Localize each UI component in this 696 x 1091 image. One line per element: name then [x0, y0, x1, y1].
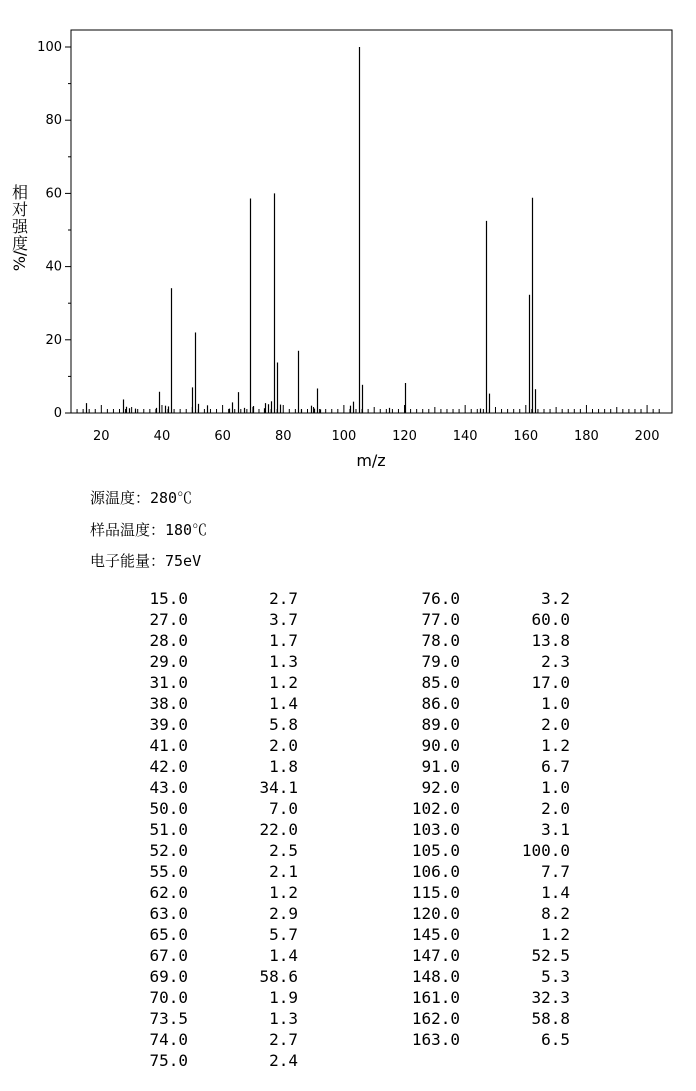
mz-value: 103.0 [411, 820, 460, 839]
mz-value: 92.0 [421, 778, 460, 797]
intensity-value: 22.0 [259, 820, 298, 839]
intensity-value: 1.0 [541, 778, 570, 797]
intensity-value: 2.0 [269, 736, 298, 755]
intensity-value: 1.9 [269, 988, 298, 1007]
peak-row [140, 924, 310, 945]
mz-value: 74.0 [149, 1030, 188, 1049]
plot-frame [71, 30, 672, 413]
mz-value: 162.0 [411, 1009, 460, 1028]
intensity-value: 3.1 [541, 820, 570, 839]
mz-value: 102.0 [411, 799, 460, 818]
x-tick-label: 180 [574, 429, 599, 444]
mz-value: 67.0 [149, 946, 188, 965]
x-tick-label: 60 [214, 429, 231, 444]
intensity-value: 2.9 [269, 904, 298, 923]
mz-value: 76.0 [421, 589, 460, 608]
peak-row [140, 966, 310, 987]
mz-value: 79.0 [421, 652, 460, 671]
peak-row [140, 714, 310, 735]
peak-row [140, 903, 310, 924]
mz-value: 86.0 [421, 694, 460, 713]
peak-row [140, 756, 310, 777]
peak-row [140, 945, 310, 966]
mz-value: 75.0 [149, 1051, 188, 1070]
y-tick-label: 60 [45, 186, 62, 202]
peak-row [400, 861, 580, 882]
mz-value: 51.0 [149, 820, 188, 839]
peak-row [400, 1029, 580, 1050]
intensity-value: 2.1 [269, 862, 298, 881]
mz-value: 148.0 [411, 967, 460, 986]
mz-value: 27.0 [149, 610, 188, 629]
x-tick-label: 120 [392, 429, 417, 444]
intensity-value: 1.4 [269, 946, 298, 965]
intensity-value: 2.4 [269, 1051, 298, 1070]
intensity-value: 2.0 [541, 715, 570, 734]
intensity-value: 1.2 [269, 883, 298, 902]
y-axis-label-char: 度 [11, 234, 29, 253]
x-tick-label: 100 [331, 429, 357, 444]
peak-row [400, 651, 580, 672]
peak-row [400, 735, 580, 756]
peak-row [400, 672, 580, 693]
peak-row [400, 924, 580, 945]
y-axis-label-char: 相 [11, 183, 29, 202]
intensity-value: 58.8 [531, 1009, 570, 1028]
peak-row [140, 1029, 310, 1050]
mz-value: 120.0 [411, 904, 460, 923]
peak-row [400, 945, 580, 966]
peak-row [400, 714, 580, 735]
intensity-value: 7.0 [269, 799, 298, 818]
intensity-value: 2.7 [269, 589, 298, 608]
intensity-value: 5.8 [269, 715, 298, 734]
intensity-value: 1.3 [269, 1009, 298, 1028]
mz-value: 91.0 [421, 757, 460, 776]
intensity-value: 5.7 [269, 925, 298, 944]
peak-row [140, 987, 310, 1008]
intensity-value: 32.3 [531, 988, 570, 1007]
x-tick-label: 20 [93, 429, 110, 444]
peak-row [140, 777, 310, 798]
mz-value: 50.0 [149, 799, 188, 818]
y-tick-label: 20 [45, 332, 62, 348]
intensity-value: 1.2 [541, 925, 570, 944]
intensity-value: 2.0 [541, 799, 570, 818]
electron-energy: 电子能量：75eV [90, 552, 202, 570]
mz-value: 42.0 [149, 757, 188, 776]
peak-row [400, 903, 580, 924]
intensity-value: 60.0 [531, 610, 570, 629]
peak-row [140, 861, 310, 882]
intensity-value: 6.7 [541, 757, 570, 776]
peak-row [400, 777, 580, 798]
mz-value: 163.0 [411, 1030, 460, 1049]
peak-row [140, 735, 310, 756]
mz-value: 89.0 [421, 715, 460, 734]
intensity-value: 2.7 [269, 1030, 298, 1049]
intensity-value: 2.5 [269, 841, 298, 860]
peak-row [400, 798, 580, 819]
peak-row [140, 798, 310, 819]
intensity-value: 3.2 [541, 589, 570, 608]
mz-value: 28.0 [149, 631, 188, 650]
peak-row [140, 1008, 310, 1029]
y-tick-label: 40 [45, 259, 62, 275]
peak-row [140, 693, 310, 714]
intensity-value: 2.3 [541, 652, 570, 671]
peak-row [400, 609, 580, 630]
x-axis-label: m/z [356, 451, 386, 470]
mz-value: 39.0 [149, 715, 188, 734]
peak-row [140, 609, 310, 630]
mz-value: 31.0 [149, 673, 188, 692]
x-tick-label: 80 [274, 429, 292, 444]
mz-value: 65.0 [149, 925, 188, 944]
intensity-value: 6.5 [541, 1030, 570, 1049]
y-tick-label: 100 [37, 40, 62, 55]
source-temperature: 源温度：280℃ [90, 489, 193, 507]
intensity-value: 1.7 [269, 631, 298, 650]
intensity-value: 1.4 [541, 883, 570, 902]
peak-row [140, 840, 310, 861]
peak-row [140, 819, 310, 840]
intensity-value: 5.3 [541, 967, 570, 986]
x-tick-label: 160 [513, 429, 539, 444]
peak-row [400, 966, 580, 987]
intensity-value: 1.8 [269, 757, 298, 776]
intensity-value: 100.0 [521, 841, 570, 860]
mz-value: 106.0 [411, 862, 460, 881]
intensity-value: 34.1 [259, 778, 298, 797]
mz-value: 78.0 [421, 631, 460, 650]
mass-spectrum-chart [0, 0, 696, 480]
mz-value: 38.0 [149, 694, 188, 713]
mz-value: 62.0 [149, 883, 188, 902]
x-tick-label: 140 [452, 429, 478, 444]
peak-row [400, 756, 580, 777]
peak-row [400, 987, 580, 1008]
mz-value: 147.0 [411, 946, 460, 965]
y-axis [37, 40, 71, 421]
mz-value: 77.0 [421, 610, 460, 629]
sample-temperature: 样品温度：180℃ [90, 521, 208, 539]
peak-row [400, 882, 580, 903]
intensity-value: 1.0 [541, 694, 570, 713]
intensity-value: 17.0 [531, 673, 570, 692]
peak-row [140, 651, 310, 672]
intensity-value: 1.2 [269, 673, 298, 692]
mz-value: 69.0 [149, 967, 188, 986]
y-axis-label-char: 对 [11, 200, 29, 219]
mz-value: 105.0 [411, 841, 460, 860]
peak-table-left [140, 588, 310, 1071]
mz-value: 70.0 [149, 988, 188, 1007]
mz-value: 161.0 [411, 988, 460, 1007]
mz-value: 145.0 [411, 925, 460, 944]
intensity-value: 8.2 [541, 904, 570, 923]
mz-value: 90.0 [421, 736, 460, 755]
y-axis-label [10, 183, 29, 271]
mz-value: 115.0 [411, 883, 460, 902]
peak-row [140, 672, 310, 693]
x-tick-label: 40 [153, 429, 171, 444]
peak-row [400, 1008, 580, 1029]
intensity-value: 3.7 [269, 610, 298, 629]
y-tick-label: 0 [53, 406, 62, 421]
peak-row [400, 630, 580, 651]
mz-value: 41.0 [149, 736, 188, 755]
intensity-value: 1.4 [269, 694, 298, 713]
y-tick-label: 80 [45, 113, 62, 129]
intensity-value: 7.7 [541, 862, 570, 881]
y-axis-label-char: %/ [10, 250, 29, 272]
mz-value: 85.0 [421, 673, 460, 692]
mz-value: 73.5 [149, 1009, 188, 1028]
x-tick-label: 200 [634, 429, 660, 444]
intensity-value: 13.8 [531, 631, 570, 650]
mz-value: 29.0 [149, 652, 188, 671]
peak-table-right [400, 588, 580, 1050]
peak-row [140, 588, 310, 609]
y-axis-label-char: 强 [11, 217, 29, 236]
peak-row [140, 1050, 310, 1071]
mz-value: 55.0 [149, 862, 188, 881]
peak-row [400, 840, 580, 861]
intensity-value: 1.2 [541, 736, 570, 755]
peak-row [400, 588, 580, 609]
mz-value: 52.0 [149, 841, 188, 860]
peak-row [400, 693, 580, 714]
mz-value: 43.0 [149, 778, 188, 797]
peak-row [400, 819, 580, 840]
mz-value: 15.0 [149, 589, 188, 608]
peak-row [140, 882, 310, 903]
mz-value: 63.0 [149, 904, 188, 923]
peak-row [140, 630, 310, 651]
peak-bars [87, 47, 536, 413]
intensity-value: 58.6 [259, 967, 298, 986]
intensity-value: 52.5 [531, 946, 570, 965]
intensity-value: 1.3 [269, 652, 298, 671]
